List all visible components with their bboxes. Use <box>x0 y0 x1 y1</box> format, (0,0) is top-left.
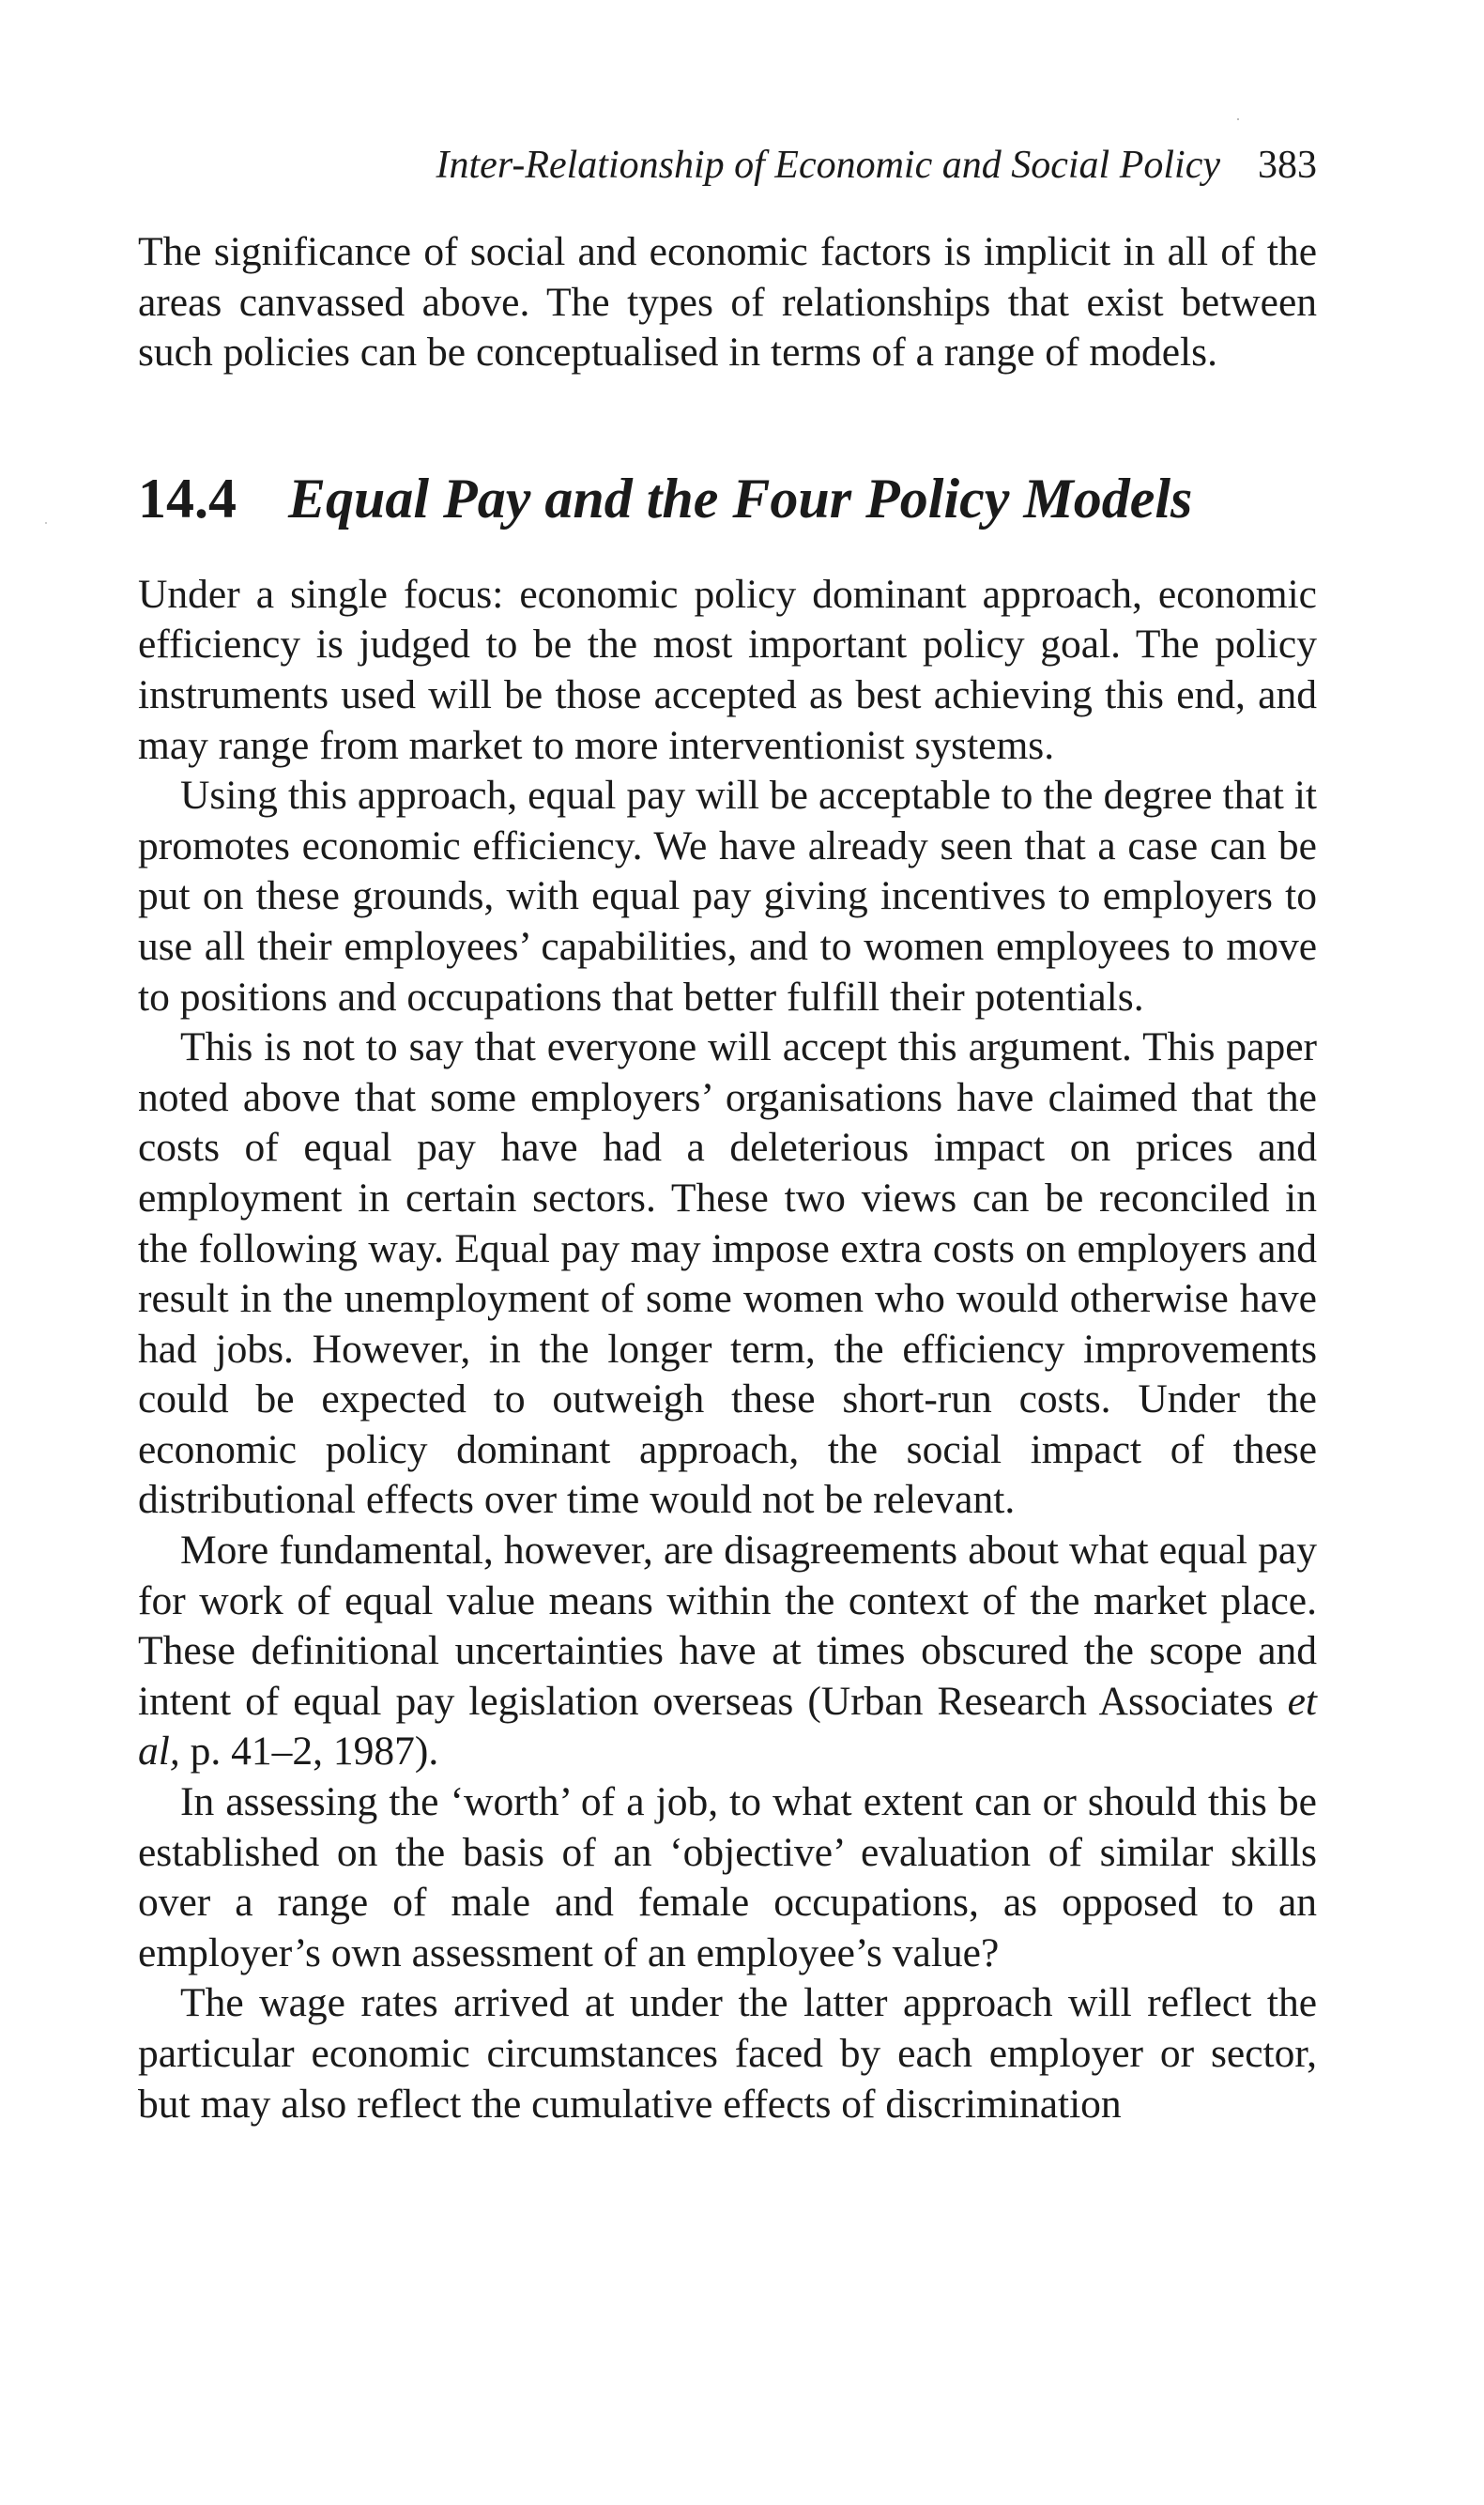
running-head <box>138 141 1317 190</box>
section-title: Equal Pay and the Four Policy Models <box>288 467 1193 530</box>
body-paragraph: In assessing the ‘worth’ of a job, to what extent can or should this be established on the basis of an ‘objective’ evaluation of similar skills over a range of male and female occupations, as opposed to an employer’s own assessment of an employee’s value? <box>138 1779 1317 1975</box>
citation-et-al: et al, <box>138 1678 1317 1775</box>
citation-text-before: More fundamental, however, are disagreements about what equal pay for work of equal value means within the context of the market place. These definitional uncertainties have at times obscured the scope and intent of equal pay legislation overseas (Urban Research Associates <box>138 1528 1317 1724</box>
page-number: 383 <box>1258 144 1317 187</box>
intro-paragraph: The significance of social and economic factors is implicit in all of the areas canvassed above. The types of relationships that exist between such policies can be conceptualised in terms of a range of models. <box>138 229 1317 376</box>
body-paragraph: This is not to say that everyone will accept this argument. This paper noted above that some employers’ organisations have claimed that the costs of equal pay have had a deleterious impact on prices and employment in certain sectors. These two views can be reconciled in the following way. Equal pay may impose extra costs on employers and result in the unemployment of some women who would otherwise have had jobs. However, in the longer term, the efficiency improvements could be expected to outweigh these short-run costs. Under the economic policy dominant approach, the social impact of these distributional effects over time would not be relevant. <box>138 1024 1317 1523</box>
citation-text-after: p. 41–2, 1987). <box>179 1729 439 1775</box>
section-heading <box>138 465 1317 532</box>
section-number: 14.4 <box>138 467 237 530</box>
body-paragraph: The wage rates arrived at under the latter approach will reflect the particular economic circumstances faced by each employer or sector, but may also reflect the cumulative effects of discrimination <box>138 1980 1317 2127</box>
citation-paragraph <box>138 1526 1317 1777</box>
scan-artifact-mark <box>45 522 47 524</box>
body-paragraph: Using this approach, equal pay will be acceptable to the degree that it promotes economic efficiency. We have already seen that a case can be put on these grounds, with equal pay giving incentives to employers to use all their employees’ capabilities, and to women employees to move to positions and occupations that better fulfill their potentials. <box>138 773 1317 1020</box>
scan-artifact-dot <box>1237 118 1239 120</box>
running-head-title: Inter-Relationship of Economic and Social Policy <box>436 144 1220 187</box>
body-paragraph: Under a single focus: economic policy dominant approach, economic efficiency is judged to be the most important policy goal. The policy instruments used will be those accepted as best achieving this end, and may range from market to more interventionist systems. <box>138 571 1317 768</box>
book-page <box>138 141 1317 2129</box>
